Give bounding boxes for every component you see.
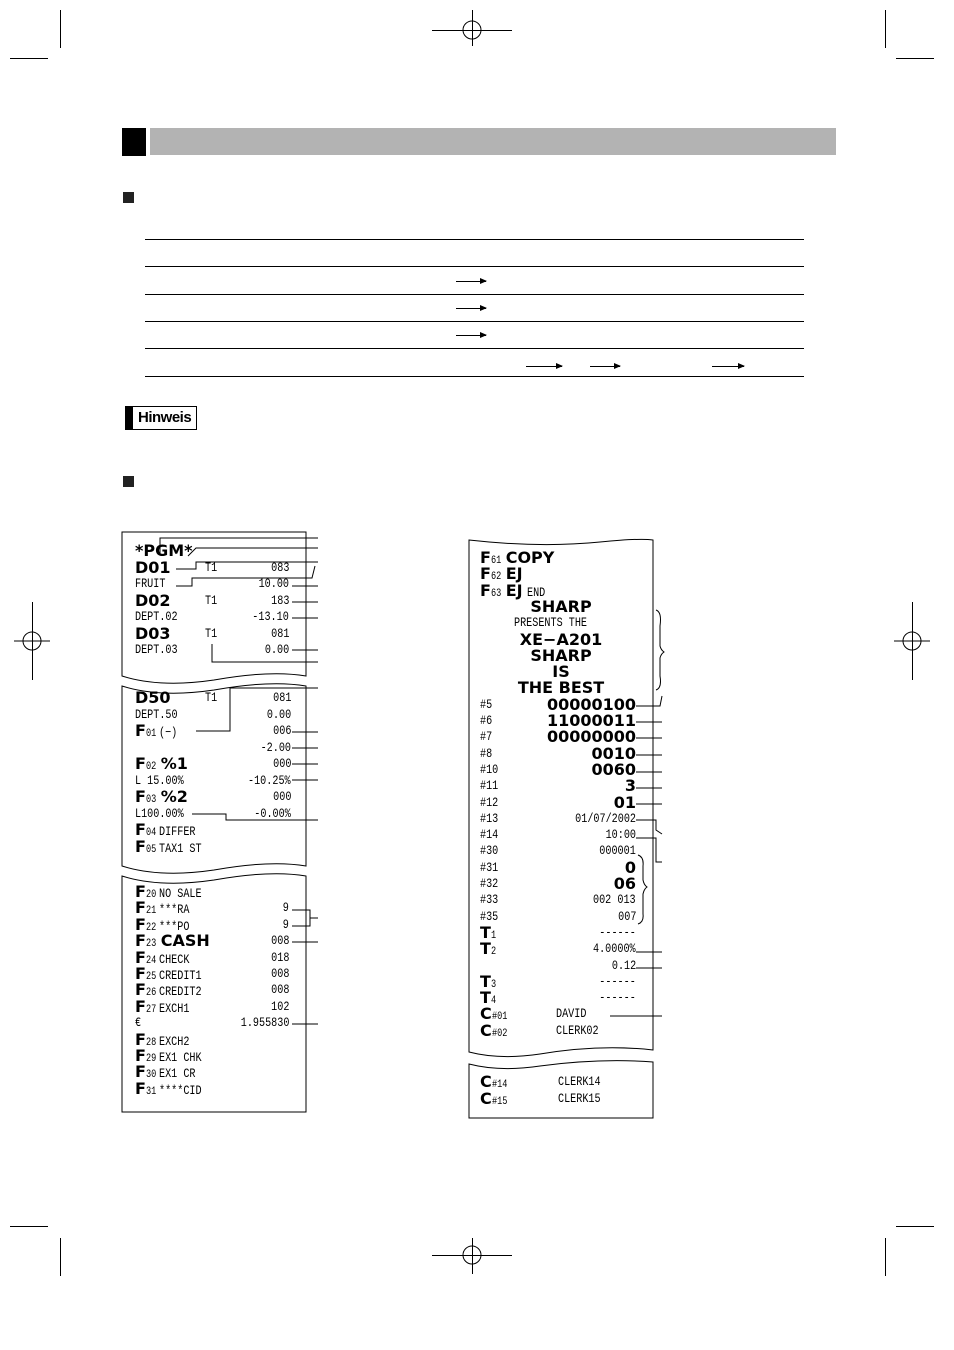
receipt-line-text: DEPT.50	[135, 706, 178, 722]
receipt-value-text: 102	[270, 998, 289, 1014]
receipt-function-prefix: F	[480, 580, 491, 600]
receipt-function-prefix: F	[135, 787, 146, 806]
receipt-function-number: 05	[145, 843, 157, 856]
receipt-value-text: 0010	[591, 743, 636, 763]
receipt-function-number: 1	[490, 929, 497, 942]
receipt-function-prefix: F	[135, 1029, 146, 1049]
receipt-line-text: #13	[480, 810, 499, 826]
receipt-message-text: THE BEST	[517, 678, 605, 698]
receipt-function-prefix: F	[135, 931, 146, 951]
receipt-value-text: 007	[617, 908, 636, 924]
receipt-line-text: #5	[480, 696, 493, 712]
receipt-value-text: 9	[282, 900, 289, 916]
receipt-line-text: DIFFER	[159, 824, 196, 839]
receipt-value-text: 000	[272, 789, 291, 804]
receipt-line-text: %1	[155, 754, 188, 773]
receipt-value-text: 3	[624, 776, 636, 796]
receipt-function-number: 29	[145, 1053, 157, 1065]
receipt-line-text: #35	[480, 908, 499, 924]
receipt-function-number: 22	[145, 921, 157, 934]
receipt-line-text: #12	[480, 794, 499, 810]
receipt-mid-text: T1	[205, 625, 218, 641]
receipt-function-prefix: F	[135, 980, 146, 1000]
receipt-value-text: 01	[613, 792, 636, 812]
receipt-value-text: 0.12	[611, 957, 636, 973]
receipt-value-text: 081	[272, 690, 291, 705]
receipt-line-text: #31	[480, 859, 499, 875]
receipt-function-number: 61	[490, 555, 502, 567]
receipt-line-text: #6	[480, 713, 493, 728]
receipt-message-text: IS	[552, 662, 570, 682]
receipt-line-text: EXCH2	[159, 1033, 190, 1049]
receipt-value-text: 018	[270, 949, 289, 965]
receipt-function-prefix: F	[135, 836, 146, 856]
receipt-value-text: 00000100	[546, 694, 636, 714]
receipt-function-prefix: T	[480, 971, 491, 991]
receipt-line-text: END	[526, 584, 545, 600]
receipt-function-prefix: F	[135, 947, 146, 967]
receipt-value-text: -0.00%	[254, 805, 291, 821]
receipt-function-number: 25	[145, 971, 157, 983]
receipt-line-text: #7	[480, 729, 493, 745]
receipt-line-text: #33	[480, 892, 499, 908]
receipt-value-text: 00000000	[546, 727, 636, 747]
receipt-value-text: 008	[270, 982, 289, 998]
receipt-line-text: %2	[155, 787, 188, 806]
receipt-code: D50	[135, 688, 171, 707]
receipt-function-number: 30	[145, 1069, 157, 1082]
receipt-line-text: #8	[480, 745, 493, 761]
receipt-message-text: XE−A201	[519, 629, 603, 649]
receipt-function-number: 3	[490, 978, 497, 991]
receipt-line-text: (−)	[159, 725, 178, 740]
receipt-message-text: SHARP	[530, 645, 592, 665]
receipt-function-prefix: F	[135, 1046, 146, 1065]
receipt-line-text: #11	[480, 778, 499, 794]
receipt-function-number: #01	[491, 1011, 508, 1024]
receipt-function-prefix: F	[135, 882, 146, 901]
receipt-value-text: 11000011	[546, 711, 636, 730]
receipt-function-prefix: F	[135, 820, 146, 839]
receipt-line-text: #14	[480, 827, 499, 843]
receipt-mid-text: CLERK14	[558, 1074, 601, 1089]
receipt-line-text: EJ	[500, 564, 523, 584]
receipt-function-number: 2	[490, 946, 497, 959]
receipt-line-text: NO SALE	[159, 886, 202, 901]
receipt-function-prefix: C	[480, 1020, 492, 1040]
receipt-value-text: 081	[270, 625, 289, 641]
receipt-code: D03	[135, 623, 171, 643]
receipt-value-text: 000001	[599, 843, 636, 859]
receipt-value-text: -2.00	[260, 739, 291, 755]
receipt-line-text: ***PO	[159, 918, 190, 934]
receipt-line-text: FRUIT	[135, 576, 166, 591]
receipt-function-number: #15	[491, 1096, 508, 1108]
receipt-function-prefix: F	[135, 964, 146, 983]
receipt-mid-text: CLERK15	[558, 1091, 601, 1106]
receipt-function-prefix: F	[135, 721, 146, 740]
receipt-value-text: 01/07/2002	[575, 810, 636, 826]
receipt-function-number: 03	[145, 794, 157, 806]
receipt-value-text: 0	[624, 857, 636, 877]
receipt-value-text: 0060	[591, 759, 636, 779]
receipt-line-text: CREDIT2	[159, 984, 202, 1000]
receipt-line-text: #10	[480, 761, 499, 777]
receipt-value-text: 002 013	[593, 892, 636, 908]
receipt-line-text: ***RA	[159, 902, 190, 918]
receipt-function-prefix: F	[135, 754, 146, 773]
receipt-function-number: 02	[145, 761, 157, 773]
receipt-value-text: 0.00	[264, 642, 289, 657]
receipt-line-text: EJ	[500, 580, 523, 600]
hinweis-label: Hinweis	[125, 406, 197, 430]
receipt-line-text: #32	[480, 876, 499, 891]
receipt-line-text: CHECK	[159, 951, 190, 967]
receipt-mid-text: DAVID	[556, 1006, 587, 1022]
receipt-mid-text: T1	[205, 592, 218, 608]
receipt-function-number: #14	[491, 1079, 508, 1091]
receipt-function-number: 28	[145, 1036, 157, 1049]
receipt-value-text: 10:00	[605, 827, 636, 843]
receipt-line-text: #30	[480, 843, 499, 859]
receipt-value-text: 06	[613, 874, 636, 893]
receipt-mid-text: T1	[205, 559, 218, 575]
receipt-line-text: CASH	[155, 931, 210, 951]
receipt-value-text: ------	[599, 924, 636, 940]
receipt-message-text: PRESENTS THE	[514, 615, 588, 631]
receipt-function-number: 62	[490, 571, 502, 584]
receipt-value-text: 10.00	[258, 576, 289, 591]
receipt-function-prefix: F	[135, 914, 146, 934]
receipt-function-number: 21	[145, 905, 157, 918]
receipt-line-text: L 15.00%	[135, 772, 184, 788]
receipt-function-prefix: C	[480, 1004, 492, 1024]
receipt-code: *PGM*	[135, 541, 193, 560]
receipt-function-number: #02	[491, 1027, 508, 1040]
receipt-value-text: 9	[282, 916, 289, 932]
receipt-value-text: -10.25%	[248, 772, 291, 788]
receipt-function-prefix: C	[480, 1072, 492, 1091]
receipt-value-text: 000	[272, 756, 291, 771]
receipt-value-text: ------	[599, 990, 636, 1006]
receipt-function-number: 63	[490, 587, 502, 600]
receipt-value-text: 183	[270, 592, 289, 608]
receipt-value-text: -13.10	[252, 609, 289, 624]
receipt-value-text: 1.955830	[240, 1015, 289, 1031]
receipt-mid-text: CLERK02	[556, 1022, 599, 1038]
receipt-function-prefix: F	[480, 548, 491, 567]
receipt-function-number: 27	[145, 1003, 157, 1016]
receipt-line-text: ****CID	[159, 1082, 202, 1098]
receipt-line-text: L100.00%	[135, 805, 184, 821]
receipt-function-prefix: F	[480, 564, 491, 584]
receipt-function-prefix: T	[480, 988, 491, 1008]
receipt-line-text: DEPT.03	[135, 642, 178, 657]
receipt-function-prefix: F	[135, 996, 146, 1016]
receipt-function-prefix: T	[480, 939, 491, 959]
receipt-function-prefix: F	[135, 1078, 146, 1098]
receipt-value-text: ------	[599, 973, 636, 989]
receipt-line-text: COPY	[500, 548, 555, 567]
receipt-function-number: 20	[145, 889, 157, 901]
receipt-value-text: 4.0000%	[593, 941, 636, 957]
receipt-value-text: 008	[270, 933, 289, 949]
receipt-code: D02	[135, 590, 171, 610]
receipt-line-text: DEPT.02	[135, 609, 178, 624]
receipt-value-text: 083	[270, 559, 289, 575]
receipt-line-text: TAX1 ST	[159, 840, 202, 856]
receipt-value-text: 008	[270, 966, 289, 981]
receipt-line-text: EXCH1	[159, 1000, 190, 1016]
receipt-function-number: 31	[145, 1085, 157, 1098]
receipt-line-text: EX1 CHK	[159, 1050, 202, 1065]
receipt-code: D01	[135, 557, 171, 577]
receipt-mid-text: T1	[205, 690, 218, 705]
receipt-value-text: 0.00	[266, 706, 291, 722]
receipt-function-number: 24	[145, 954, 157, 967]
receipt-function-prefix: T	[480, 922, 491, 942]
receipt-function-prefix: C	[480, 1089, 492, 1108]
receipt-value-text: 006	[272, 723, 291, 738]
receipt-function-number: 4	[490, 995, 497, 1008]
receipt-function-number: 26	[145, 987, 157, 1000]
receipt-line-text: EX1 CR	[159, 1066, 196, 1082]
receipt-message-text: SHARP	[530, 596, 592, 616]
receipt-function-prefix: F	[135, 898, 146, 918]
receipt-function-number: 01	[145, 728, 157, 740]
receipt-function-prefix: F	[135, 1062, 146, 1082]
receipt-line-text: CREDIT1	[159, 968, 202, 983]
receipt-line-text: €	[135, 1015, 142, 1031]
receipt-function-number: 04	[145, 827, 157, 839]
receipt-function-number: 23	[145, 938, 157, 951]
